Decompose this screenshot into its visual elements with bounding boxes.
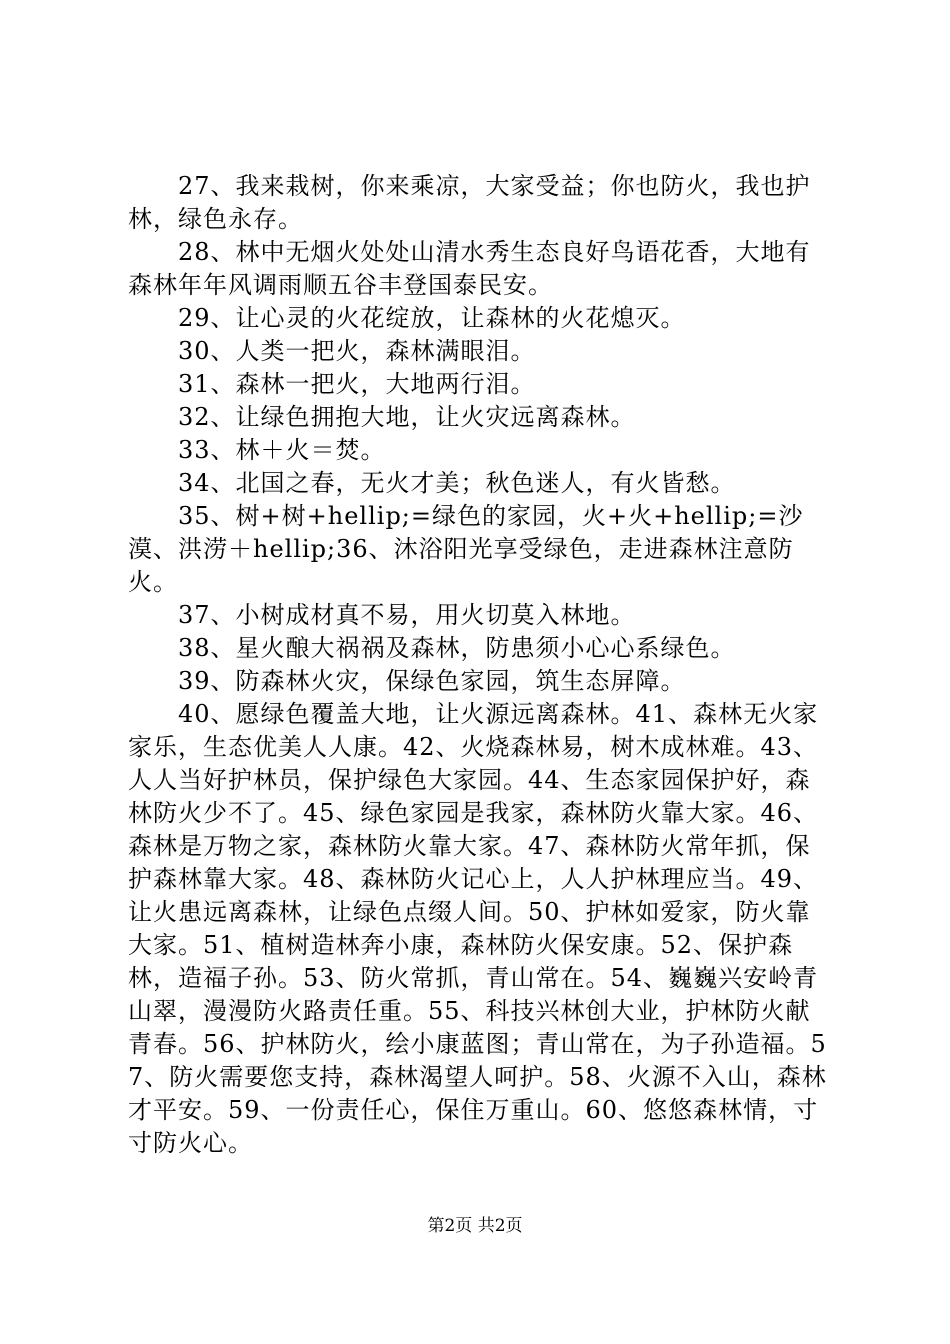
paragraph-32: 32、让绿色拥抱大地，让火灾远离森林。 <box>178 403 636 431</box>
paragraph-28: 28、林中无烟火处处山清水秀生态良好鸟语花香，大地有森林年年风调雨顺五谷丰登国泰民安。 <box>128 238 811 299</box>
paragraph-38: 38、星火酿大祸祸及森林，防患须小心心系绿色。 <box>178 634 736 662</box>
paragraph-37: 37、小树成材真不易，用火切莫入林地。 <box>178 601 636 629</box>
paragraph-35-36: 35、树+树+hellip;=绿色的家园，火+火+hellip;=沙漠、洪涝＋hellip;36、沐浴阳光享受绿色，走进森林注意防火。 <box>128 502 804 596</box>
paragraph-29: 29、让心灵的火花绽放，让森林的火花熄灭。 <box>178 304 686 332</box>
paragraph-31: 31、森林一把火，大地两行泪。 <box>178 370 536 398</box>
document-body <box>128 170 832 1160</box>
paragraph-34: 34、北国之春，无火才美；秋色迷人，有火皆愁。 <box>178 469 736 497</box>
paragraph-33: 33、林＋火＝焚。 <box>178 436 386 464</box>
paragraph-30: 30、人类一把火，森林满眼泪。 <box>178 337 536 365</box>
page-number-footer: 第2页 共2页 <box>427 1216 523 1236</box>
paragraph-40-60: 40、愿绿色覆盖大地，让火源远离森林。41、森林无火家家乐，生态优美人人康。42、火烧森林易，树木成林难。43、人人当好护林员，保护绿色大家园。44、生态家园保护好，森林防火少不了。45、绿色家园是我家，森林防火靠大家。46、森林是万物之家，森林防火靠大家。47、森林防火常年抓，保护森林靠大家。48、森林防火记心上，人人护林理应当。49、让火患远离森林，让绿色点缀人间。50、护林如爱家，防火靠大家。51、植树造林奔小康，森林防火保安康。52、保护森林，造福子孙。53、防火常抓，青山常在。54、巍巍兴安岭青山翠，漫漫防火路责任重。55、科技兴林创大业，护林防火献青春。56、护林防火，绘小康蓝图；青山常在，为子孙造福。57、防火需要您支持，森林渴望人呵护。58、火源不入山，森林才平安。59、一份责任心，保住万重山。60、悠悠森林情，寸寸防火心。 <box>128 700 827 1157</box>
paragraph-27: 27、我来栽树，你来乘凉，大家受益；你也防火，我也护林，绿色永存。 <box>128 172 811 233</box>
paragraph-39: 39、防森林火灾，保绿色家园，筑生态屏障。 <box>178 667 686 695</box>
